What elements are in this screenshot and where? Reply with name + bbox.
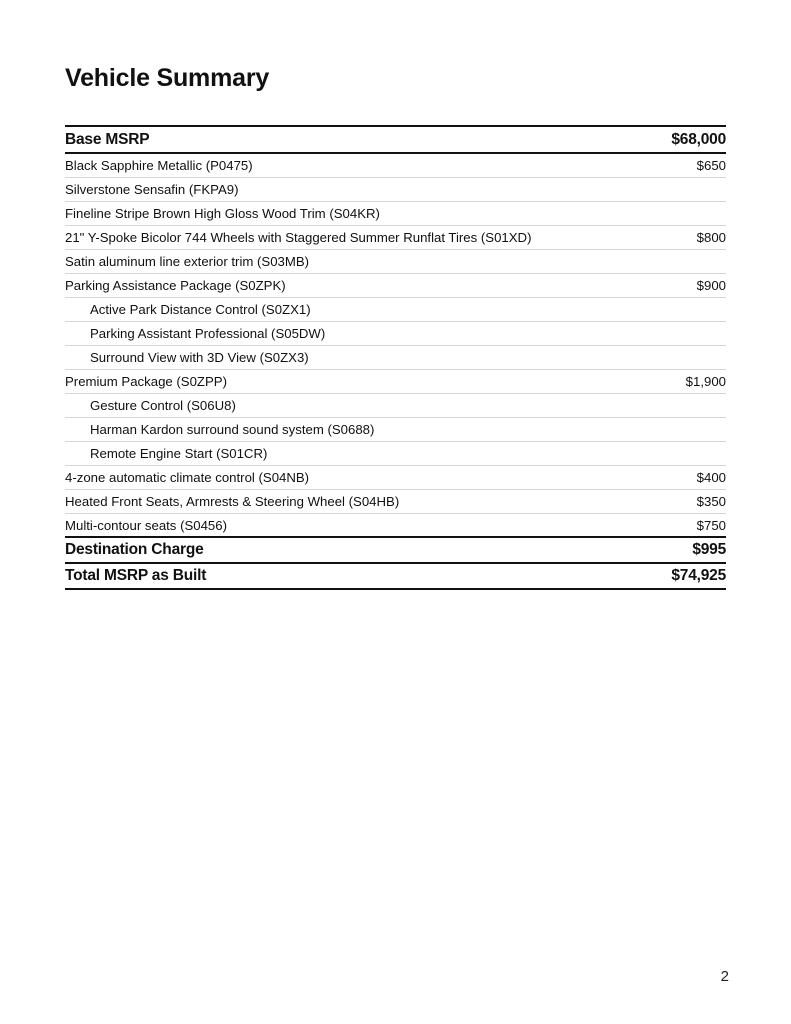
option-label: Silverstone Sensafin (FKPA9): [65, 182, 239, 197]
page-number: 2: [720, 968, 729, 985]
package-row-premium: [65, 370, 726, 394]
package-subitem-row: [65, 298, 726, 322]
package-price: $900: [696, 278, 726, 293]
base-msrp-row: [65, 127, 726, 154]
option-price: $350: [696, 494, 726, 509]
option-row-paint: [65, 154, 726, 178]
package-price: $1,900: [685, 374, 726, 389]
destination-charge-price: $995: [692, 541, 726, 558]
vehicle-summary-table: [65, 125, 726, 590]
package-subitem-label: Active Park Distance Control (S0ZX1): [90, 302, 311, 317]
option-label: Heated Front Seats, Armrests & Steering Wheel (S04HB): [65, 494, 400, 509]
package-label: Premium Package (S0ZPP): [65, 374, 227, 389]
option-row-trim: [65, 202, 726, 226]
base-msrp-price: $68,000: [671, 130, 726, 148]
package-subitem-row: [65, 418, 726, 442]
option-row-upholstery: [65, 178, 726, 202]
total-msrp-row: [65, 564, 726, 590]
destination-charge-label: Destination Charge: [65, 541, 204, 558]
total-msrp-label: Total MSRP as Built: [65, 567, 207, 584]
option-label: Black Sapphire Metallic (P0475): [65, 158, 253, 173]
package-subitem-label: Harman Kardon surround sound system (S0688): [90, 422, 375, 437]
option-row-seats: [65, 514, 726, 538]
base-msrp-label: Base MSRP: [65, 130, 150, 148]
package-subitem-label: Remote Engine Start (S01CR): [90, 446, 268, 461]
option-row-climate: [65, 466, 726, 490]
package-subitem-label: Gesture Control (S06U8): [90, 398, 236, 413]
package-subitem-label: Surround View with 3D View (S0ZX3): [90, 350, 309, 365]
package-subitem-row: [65, 394, 726, 418]
package-subitem-label: Parking Assistant Professional (S05DW): [90, 326, 326, 341]
option-price: $400: [696, 470, 726, 485]
option-price: $800: [696, 230, 726, 245]
package-subitem-row: [65, 346, 726, 370]
destination-charge-row: [65, 538, 726, 564]
option-label: 4-zone automatic climate control (S04NB): [65, 470, 310, 485]
option-row-wheels: [65, 226, 726, 250]
option-price: $750: [696, 517, 726, 533]
total-msrp-price: $74,925: [671, 567, 726, 584]
package-row-parking-assistance: [65, 274, 726, 298]
option-label: Multi-contour seats (S0456): [65, 517, 227, 533]
package-subitem-row: [65, 322, 726, 346]
page-title: Vehicle Summary: [65, 64, 270, 92]
option-row-exterior-trim: [65, 250, 726, 274]
package-label: Parking Assistance Package (S0ZPK): [65, 278, 286, 293]
option-row-heated-seats: [65, 490, 726, 514]
option-label: 21" Y-Spoke Bicolor 744 Wheels with Staggered Summer Runflat Tires (S01XD): [65, 230, 532, 245]
option-label: Fineline Stripe Brown High Gloss Wood Trim (S04KR): [65, 206, 380, 221]
option-price: $650: [696, 158, 726, 173]
option-label: Satin aluminum line exterior trim (S03MB): [65, 254, 310, 269]
package-subitem-row: [65, 442, 726, 466]
